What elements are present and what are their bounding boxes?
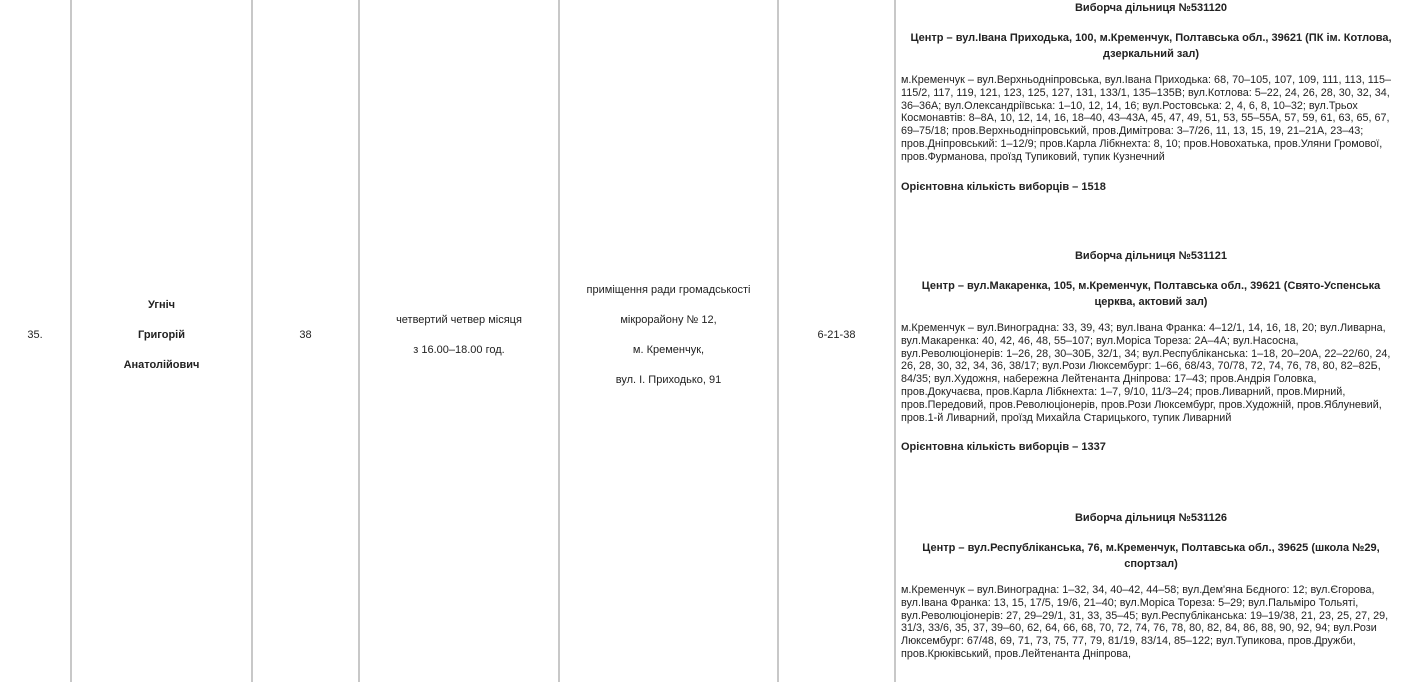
reception-time: з 16.00–18.00 год. <box>413 344 505 356</box>
precinct-title: Виборча дільниця №531126 <box>1074 512 1228 524</box>
row-number: 35. <box>27 329 43 341</box>
place-line-1: приміщення ради громадськості <box>586 284 751 296</box>
precinct-center: Центр – вул.Івана Приходька, 100, м.Кременчук, Полтавська обл., 39621 (ПК ім. Котлова, дзеркальний зал) <box>910 32 1392 60</box>
precinct-center: Центр – вул.Макаренка, 105, м.Кременчук, Полтавська обл., 39621 (Свято-Успенська церква, актовий зал) <box>921 280 1381 308</box>
precinct-531126 <box>901 511 1401 661</box>
row-number-cell <box>0 0 70 682</box>
precinct-title: Виборча дільниця №531121 <box>1074 250 1228 262</box>
deputy-first-name: Григорій <box>138 329 185 341</box>
place-line-2: мікрорайону № 12, <box>620 314 717 326</box>
precinct-streets: м.Кременчук – вул.Виноградна: 33, 39, 43; вул.Івана Франка: 4–12/1, 14, 16, 18, 20; вул.Ливарна, вул.Макаренка: 40, 42, 46, 48, 55–107; вул.Моріса Тореза: 2А–4А; вул.Насосна, вул.Революціонерів: 1–26, 28, 30–30Б, 32/1, 34; вул.Республіканська: 1–18, 20–20А, 22–22/60, 24, 26, 28, 30, 32, 34, 36, 38/17; вул.Рози Люксембург: 1–66, 68/43, 70/78, 72, 74, 76, 78, 80, 82–82Б, 84/35; вул.Художня, набережна Лейтенанта Дніпрова: 17–43; пров.Андрія Головка, пров.Докучаєва, пров.Карла Лібкнехта: 1–7, 9/10, 11/3–24; пров.Ливарний, пров.Мирний, пров.Передовий, пров.Революціонерів, пров.Рози Люксембург, пров.Художній, пров.Яблуневий, пров.1-й Ливарний, проїзд Михайла Старицького, тупик Ливарний <box>901 322 1391 424</box>
precinct-streets: м.Кременчук – вул.Верхньодніпровська, вул.Івана Приходька: 68, 70–105, 107, 109, 111, 113, 115–115/2, 117, 119, 121, 123, 125, 127, 131, 133/1, 135–135В; вул.Котлова: 5–22, 24, 26, 28, 30, 32, 34, 36–36А; вул.Олександріївська: 1–10, 12, 14, 16; вул.Ростовська: 2, 4, 6, 8, 10–32; вул.Трьох Космонавтів: 8–8А, 10, 12, 14, 16, 18–40, 43–43А, 45, 47, 49, 51, 53, 55–55А, 57, 59, 61, 63, 65, 67, 69–75/18; пров.Верхньодніпровський, пров.Димітрова: 3–7/26, 11, 13, 15, 19, 21–21А, 23–43; пров.Дніпровський: 1–12/9; пров.Карла Лібкнехта: 8, 10; пров.Новохатька, пров.Уляни Громової, пров.Фурманова, проїзд Тупиковий, тупик Кузнечний <box>901 74 1391 163</box>
phone-cell <box>779 0 894 682</box>
place-line-3: м. Кременчук, <box>632 344 705 356</box>
district-cell <box>253 0 358 682</box>
schedule-cell <box>360 0 558 682</box>
precinct-531120 <box>901 1 1401 194</box>
deputy-surname: Угніч <box>147 299 176 311</box>
precinct-voter-count: Орієнтовна кількість виборців – 1518 <box>901 180 1106 193</box>
district-number: 38 <box>299 329 312 341</box>
precinct-streets: м.Кременчук – вул.Виноградна: 1–32, 34, 40–42, 44–58; вул.Дем'яна Бєдного: 12; вул.Єгорова, вул.Івана Франка: 13, 15, 17/5, 19/6, 21–40; вул.Моріса Тореза: 5–29; вул.Пальміро Тольяті, вул.Революціонерів: 27, 29–29/1, 31, 33, 35–45; вул.Республіканська: 19–19/38, 21, 23, 25, 27, 29, 31/3, 33/6, 35, 37, 39–60, 62, 64, 66, 68, 70, 72, 74, 76, 78, 80, 82, 84, 86, 88, 90, 92, 94; вул.Рози Люксембург: 67/48, 69, 71, 73, 75, 77, 79, 81/19, 83/14, 85–122; вул.Тупикова, пров.Дружби, пров.Крюківський, пров.Лейтенанта Дніпрова, <box>901 584 1389 660</box>
precinct-voter-count: Орієнтовна кількість виборців – 1337 <box>901 441 1106 454</box>
precinct-center: Центр – вул.Республіканська, 76, м.Кременчук, Полтавська обл., 39625 (школа №29, спортзал) <box>922 542 1380 570</box>
reception-place-cell <box>560 0 777 682</box>
phone-number: 6-21-38 <box>817 329 856 341</box>
place-line-4: вул. І. Приходько, 91 <box>615 374 722 386</box>
reception-day: четвертий четвер місяця <box>396 314 522 326</box>
deputy-name-cell <box>72 0 251 682</box>
column-divider <box>894 0 896 682</box>
precinct-title: Виборча дільниця №531120 <box>1074 2 1228 14</box>
deputy-patronymic: Анатолійович <box>123 359 200 371</box>
precinct-531121 <box>901 249 1401 454</box>
